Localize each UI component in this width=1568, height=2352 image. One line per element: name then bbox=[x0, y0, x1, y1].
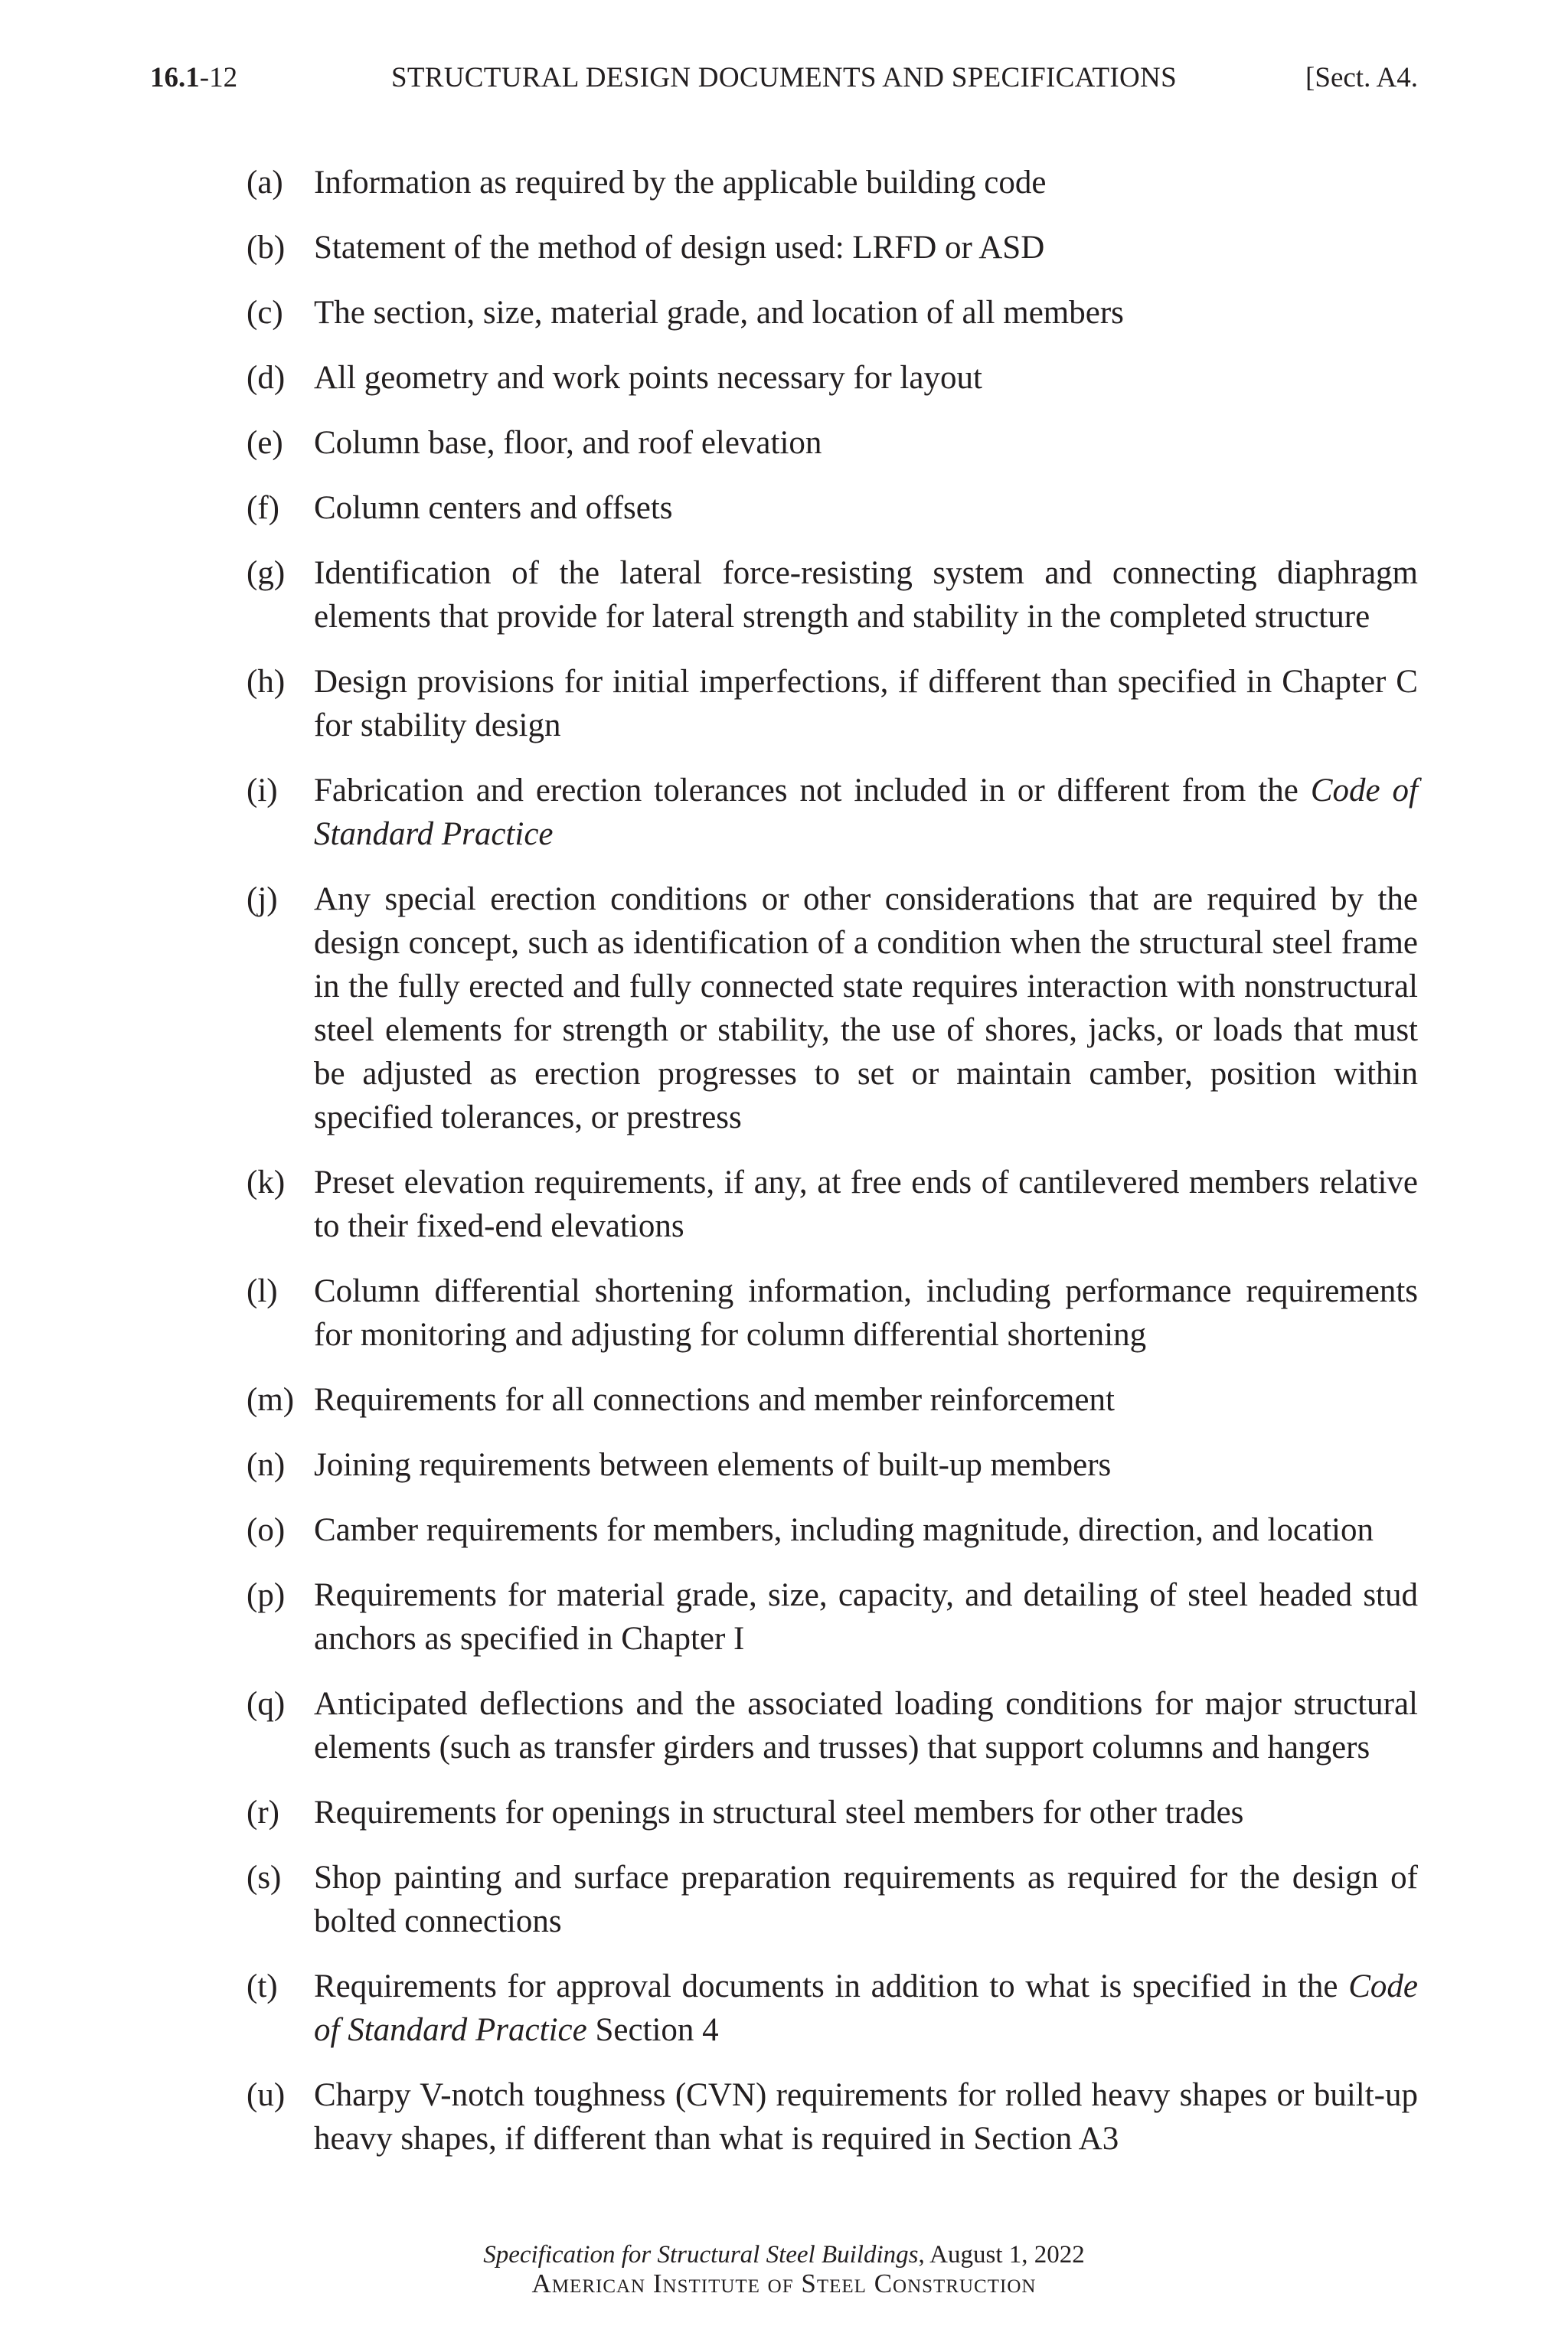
list-item bbox=[247, 1682, 1418, 1769]
list-item bbox=[247, 1378, 1418, 1422]
list-item bbox=[247, 421, 1418, 465]
list-marker: (a) bbox=[247, 165, 283, 201]
list-item-text: Column centers and offsets bbox=[314, 490, 673, 526]
list-item-text bbox=[314, 1968, 1418, 2048]
footer-organization: American Institute of Steel Construction bbox=[531, 2269, 1037, 2298]
list-marker: (o) bbox=[247, 1512, 286, 1548]
running-title: STRUCTURAL DESIGN DOCUMENTS AND SPECIFICATIONS bbox=[391, 62, 1177, 93]
cited-document-title: Code of Standard Practice bbox=[314, 773, 1418, 852]
list-item bbox=[247, 1508, 1418, 1552]
list-marker: (e) bbox=[247, 425, 283, 461]
list-item-text: Shop painting and surface preparation requirements as required for the design of bolted connections bbox=[314, 1860, 1418, 1939]
list-marker: (m) bbox=[247, 1382, 295, 1418]
list-item-text: Column differential shortening information, including performance requirements for monitoring and adjusting for column differential shortening bbox=[314, 1273, 1418, 1353]
list-item-text: Requirements for openings in structural steel members for other trades bbox=[314, 1795, 1244, 1831]
list-item-text-plain: Section 4 bbox=[586, 2012, 719, 2048]
list-item bbox=[247, 291, 1418, 335]
list-marker: (r) bbox=[247, 1795, 279, 1831]
list-marker: (p) bbox=[247, 1577, 286, 1613]
list-item bbox=[247, 1443, 1418, 1487]
list-marker: (u) bbox=[247, 2077, 286, 2113]
list-item bbox=[247, 877, 1418, 1139]
list-item-text-plain: Fabrication and erection tolerances not included in or different from the bbox=[314, 773, 1311, 808]
list-marker: (c) bbox=[247, 295, 283, 331]
specification-title: Specification for Structural Steel Buildings bbox=[483, 2241, 919, 2269]
list-marker: (i) bbox=[247, 773, 278, 808]
page-number-chapter: 16.1 bbox=[150, 62, 200, 93]
list-item-text: Information as required by the applicable building code bbox=[314, 165, 1047, 201]
list-marker: (g) bbox=[247, 555, 286, 591]
list-item bbox=[247, 1791, 1418, 1834]
page-header bbox=[150, 57, 1418, 100]
list-item bbox=[247, 1161, 1418, 1248]
list-marker: (l) bbox=[247, 1273, 278, 1309]
list-item bbox=[247, 1856, 1418, 1943]
list-item-text bbox=[314, 773, 1418, 852]
cited-document-title: Code of Standard Practice bbox=[314, 1968, 1418, 2048]
list-item bbox=[247, 161, 1418, 204]
list-item bbox=[247, 2073, 1418, 2161]
list-marker: (h) bbox=[247, 664, 286, 700]
list-item bbox=[247, 1573, 1418, 1661]
list-item-text: Anticipated deflections and the associated loading conditions for major structural elements (such as transfer girders and trusses) that support columns and hangers bbox=[314, 1686, 1418, 1766]
list-marker: (k) bbox=[247, 1165, 286, 1200]
list-item-text: Column base, floor, and roof elevation bbox=[314, 425, 822, 461]
list-item-text: The section, size, material grade, and location of all members bbox=[314, 295, 1124, 331]
footer-specification bbox=[0, 2240, 1568, 2269]
section-reference: [Sect. A4. bbox=[1305, 62, 1418, 93]
list-item-text: Joining requirements between elements of built-up members bbox=[314, 1447, 1112, 1483]
list-item-text: All geometry and work points necessary for layout bbox=[314, 360, 982, 396]
page-footer bbox=[0, 2240, 1568, 2298]
list-marker: (f) bbox=[247, 490, 279, 526]
list-marker: (j) bbox=[247, 881, 278, 917]
list-marker: (n) bbox=[247, 1447, 286, 1483]
list-item bbox=[247, 226, 1418, 270]
list-marker: (q) bbox=[247, 1686, 286, 1722]
list-item-text: Requirements for material grade, size, capacity, and detailing of steel headed stud anchors as specified in Chapter I bbox=[314, 1577, 1418, 1657]
list-item bbox=[247, 769, 1418, 856]
list-marker: (t) bbox=[247, 1968, 278, 2004]
list-marker: (b) bbox=[247, 230, 286, 266]
page-number-page: -12 bbox=[199, 62, 238, 93]
list-item bbox=[247, 660, 1418, 747]
list-item-text-plain: Requirements for approval documents in addition to what is specified in the bbox=[314, 1968, 1349, 2004]
list-item-text: Any special erection conditions or other considerations that are required by the design concept, such as identification of a condition when the structural steel frame in the fully erected and fully connected state requires interaction with nonstructural steel elements for strength or stability, the use of shores, jacks, or loads that must be adjusted as erection progresses to set or maintain camber, position within specified tolerances, or prestress bbox=[314, 881, 1418, 1135]
list-item-text: Statement of the method of design used: LRFD or ASD bbox=[314, 230, 1045, 266]
list-item bbox=[247, 551, 1418, 639]
requirements-list bbox=[247, 161, 1418, 2182]
specification-date: , August 1, 2022 bbox=[918, 2241, 1085, 2269]
list-item-text: Charpy V-notch toughness (CVN) requirements for rolled heavy shapes or built-up heavy shapes, if different than what is required in Section A3 bbox=[314, 2077, 1418, 2157]
list-marker: (s) bbox=[247, 1860, 282, 1896]
list-marker: (d) bbox=[247, 360, 286, 396]
list-item bbox=[247, 1269, 1418, 1357]
list-item-text: Requirements for all connections and member reinforcement bbox=[314, 1382, 1115, 1418]
list-item-text: Camber requirements for members, including magnitude, direction, and location bbox=[314, 1512, 1374, 1548]
list-item-text: Preset elevation requirements, if any, at free ends of cantilevered members relative to their fixed-end elevations bbox=[314, 1165, 1418, 1244]
list-item-text: Identification of the lateral force-resisting system and connecting diaphragm elements that provide for lateral strength and stability in the completed structure bbox=[314, 555, 1418, 635]
list-item bbox=[247, 1965, 1418, 2052]
list-item bbox=[247, 486, 1418, 530]
list-item-text: Design provisions for initial imperfections, if different than specified in Chapter C for stability design bbox=[314, 664, 1418, 743]
list-item bbox=[247, 356, 1418, 400]
